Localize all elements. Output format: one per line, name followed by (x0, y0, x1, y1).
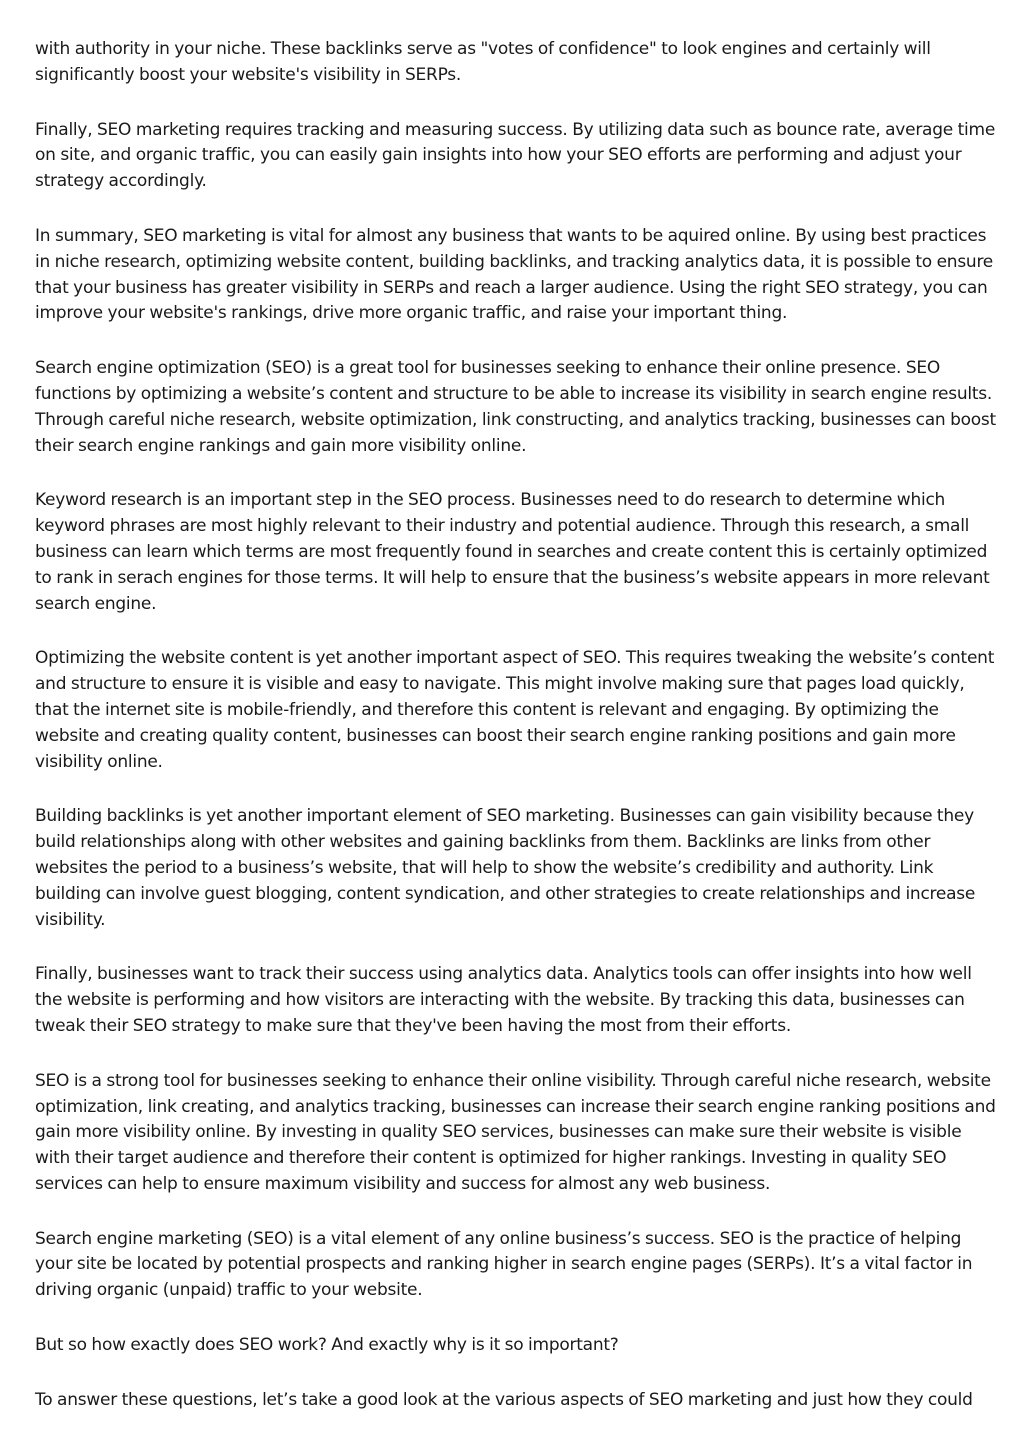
paragraph-summary: In summary, SEO marketing is vital for almost any business that wants to be aquired online. By using best practices in niche research, optimizing website content, building backlinks, and tracking analytics data, it is possible to ensure that your business has greater visibility in SERPs and reach a larger audience. Using the right SEO strategy, you can improve your website's rankings, drive more organic traffic, and raise your important thing. (35, 225, 994, 324)
paragraph-search-engine-marketing: Search engine marketing (SEO) is a vital element of any online business’s success. SEO is the practice of helping your site be located by potential prospects and ranking higher in search engine pages (SERPs). It’s a vital factor in driving organic (unpaid) traffic to your website. (35, 1228, 973, 1301)
paragraph-keyword-research: Keyword research is an important step in the SEO process. Businesses need to do research to determine which keyword phrases are most highly relevant to their industry and potential audience. Through this research, a small business can learn which terms are most frequently found in searches and create content this is certainly optimized to rank in serach engines for those terms. It will help to ensure that the business’s website appears in more relevant search engine. (35, 490, 990, 614)
paragraph-content-optimization: Optimizing the website content is yet another important aspect of SEO. This requires tweaking the website’s content and structure to ensure it is visible and easy to navigate. This might involve making sure that pages load quickly, that the internet site is mobile-friendly, and therefore this content is relevant and engaging. By optimizing the website and creating quality content, businesses can boost their search engine ranking positions and gain more visibility online. (35, 648, 995, 772)
paragraph-backlinks-authority: with authority in your niche. These backlinks serve as "votes of confidence" to look engines and certainly will significantly boost your website's visibility in SERPs. (35, 39, 931, 85)
document-page (35, 37, 997, 1443)
paragraph-answer-intro: To answer these questions, let’s take a good look at the various aspects of SEO marketing and just how they could (35, 1389, 973, 1410)
paragraph-tracking-success: Finally, SEO marketing requires tracking and measuring success. By utilizing data such as bounce rate, average time on site, and organic traffic, you can easily gain insights into how your SEO efforts are performing and adjust your strategy accordingly. (35, 119, 996, 192)
paragraph-seo-intro: Search engine optimization (SEO) is a great tool for businesses seeking to enhance their online presence. SEO functions by optimizing a website’s content and structure to be able to increase its visibility in search engine results. Through careful niche research, website optimization, link constructing, and analytics tracking, businesses can boost their search engine rankings and gain more visibility online. (35, 358, 996, 456)
paragraph-building-backlinks: Building backlinks is yet another important element of SEO marketing. Businesses can gain visibility because they build relationships along with other websites and gaining backlinks from them. Backlinks are links from other websites the period to a business’s website, that will help to show the website’s credibility and authority. Link building can involve guest blogging, content syndication, and other strategies to create relationships and increase visibility. (35, 806, 976, 930)
paragraph-analytics: Finally, businesses want to track their success using analytics data. Analytics tools can offer insights into how well the website is performing and how visitors are interacting with the website. By tracking this data, businesses can tweak their SEO strategy to make sure that they've been having the most from their efforts. (35, 964, 972, 1036)
paragraph-question: But so how exactly does SEO work? And exactly why is it so important? (35, 1335, 619, 1356)
paragraph-seo-strong-tool: SEO is a strong tool for businesses seeking to enhance their online visibility. Through careful niche research, website optimization, link creating, and analytics tracking, businesses can increase their search engine ranking positions and gain more visibility online. By investing in quality SEO services, businesses can make sure their website is visible with their target audience and therefore their content is optimized for higher rankings. Investing in quality SEO services can help to ensure maximum visibility and success for almost any web business. (35, 1070, 996, 1194)
